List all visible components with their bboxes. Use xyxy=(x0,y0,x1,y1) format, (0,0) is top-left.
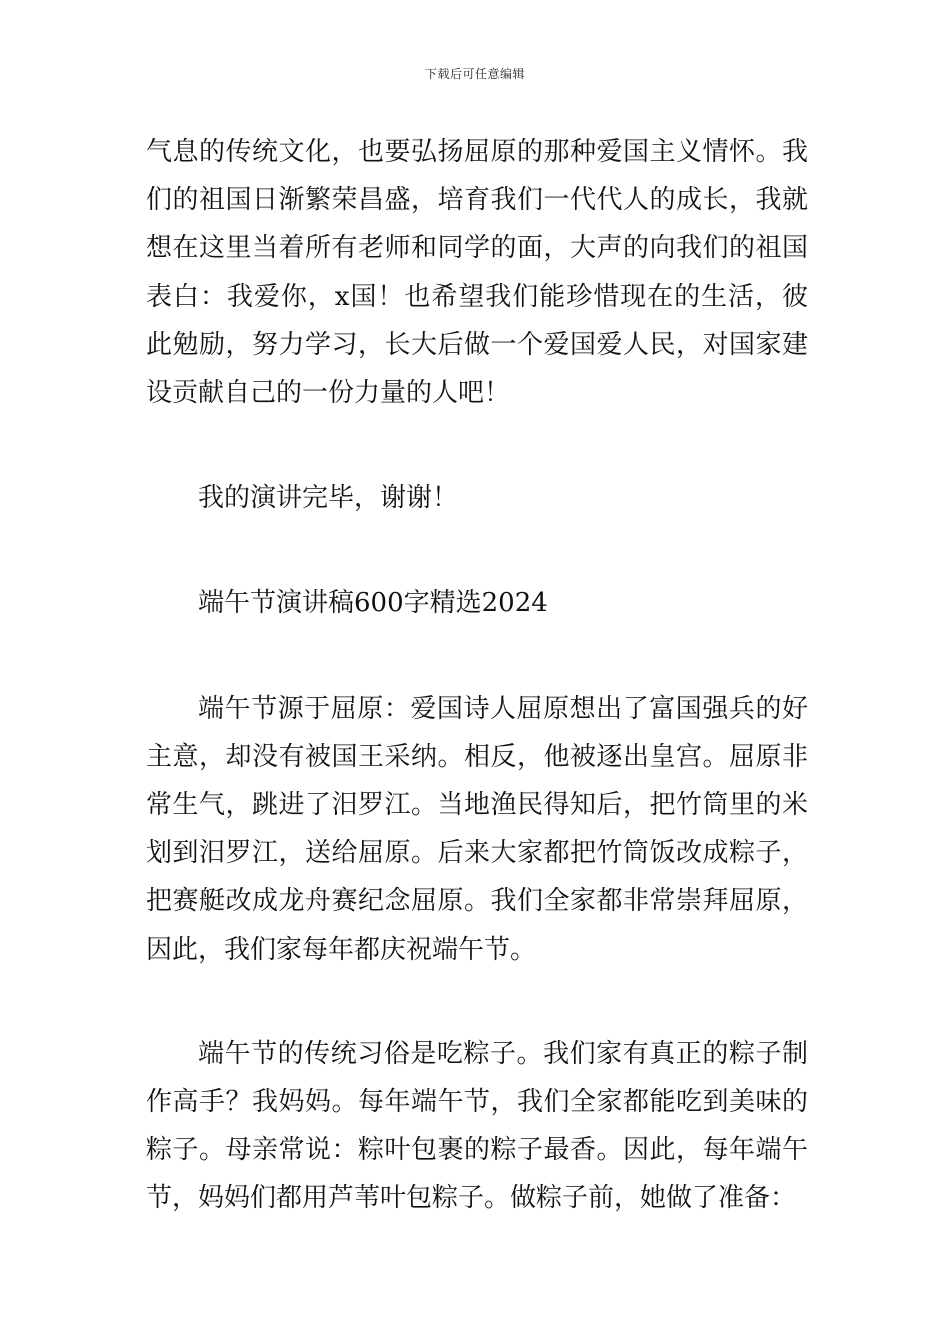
paragraph-closing: 我的演讲完毕，谢谢！ xyxy=(198,483,459,514)
section-title: 端午节演讲稿600字精选2024 xyxy=(198,588,548,619)
page-header-note: 下载后可任意编辑 xyxy=(424,67,525,81)
document-body xyxy=(146,128,808,1223)
paragraph-origin: 端午节源于屈原：爱国诗人屈原想出了富国强兵的好主意，却没有被国王采纳。相反，他被逐出皇宫。屈原非常生气，跳进了汨罗江。当地渔民得知后，把竹筒里的米划到汨罗江，送给屈原。后来大家都把竹筒饭改成粽子，把赛艇改成龙舟赛纪念屈原。我们全家都非常崇拜屈原，因此，我们家每年都庆祝端午节。 xyxy=(146,693,808,965)
paragraph-patriotism: 气息的传统文化，也要弘扬屈原的那种爱国主义情怀。我们的祖国日渐繁荣昌盛，培育我们一代代人的成长，我就想在这里当着所有老师和同学的面，大声的向我们的祖国表白：我爱你，x国！也希望我们能珍惜现在的生活，彼此勉励，努力学习，长大后做一个爱国爱人民，对国家建设贡献自己的一份力量的人吧！ xyxy=(146,137,808,409)
paragraph-zongzi: 端午节的传统习俗是吃粽子。我们家有真正的粽子制作高手？我妈妈。每年端午节，我们全家都能吃到美味的粽子。母亲常说：粽叶包裹的粽子最香。因此，每年端午节，妈妈们都用芦苇叶包粽子。做粽子前，她做了准备： xyxy=(146,1038,808,1214)
